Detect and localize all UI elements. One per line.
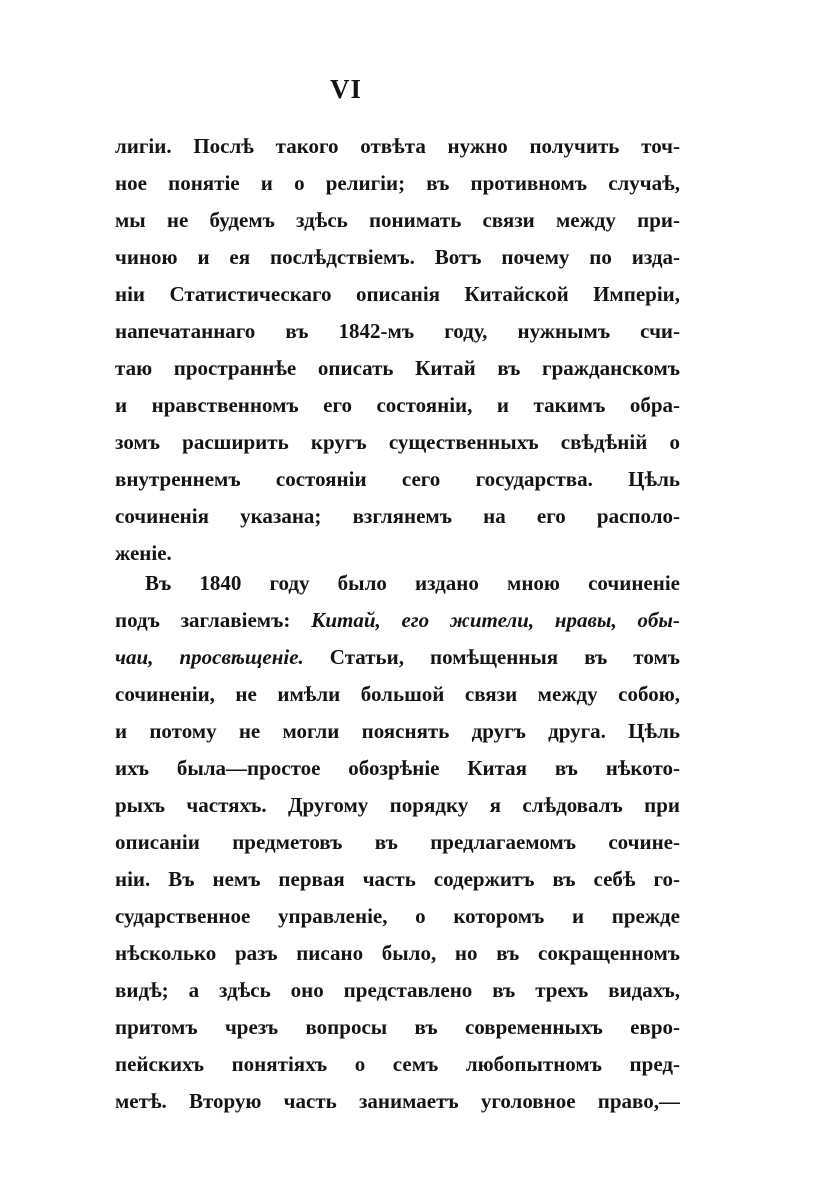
paragraph-1 xyxy=(115,128,680,572)
page-number: VI xyxy=(330,74,363,104)
text-line: нѣсколько разъ писано было, но въ сокращенномъ xyxy=(115,941,680,965)
text-line: сочиненія указана; взглянемъ на его располо- xyxy=(115,504,680,528)
text-line: притомъ чрезъ вопросы въ современныхъ евро- xyxy=(115,1015,680,1039)
text-line: чиною и ея послѣдствіемъ. Вотъ почему по изда- xyxy=(115,245,680,269)
text-line: ное понятіе и о религіи; въ противномъ случаѣ, xyxy=(115,171,680,195)
text-line-mixed xyxy=(115,602,680,639)
italic-title-span: чаи, просвѣщеніе. xyxy=(115,645,304,669)
text-line: сударственное управленіе, о которомъ и прежде xyxy=(115,904,680,928)
text-line: ихъ была—простое обозрѣніе Китая въ нѣкото- xyxy=(115,756,680,780)
text-line: зомъ расширить кругъ существенныхъ свѣдѣній о xyxy=(115,430,680,454)
text-line: рыхъ частяхъ. Другому порядку я слѣдовалъ при xyxy=(115,793,680,817)
text-line: лигіи. Послѣ такого отвѣта нужно получить точ- xyxy=(115,134,680,158)
paragraph-2 xyxy=(115,565,680,1120)
text-line: Въ 1840 году было издано мною сочиненіе xyxy=(145,571,680,595)
text-line: ніи. Въ немъ первая часть содержитъ въ себѣ го- xyxy=(115,867,680,891)
text-span: подъ заглавіемъ: xyxy=(115,608,312,632)
text-line: и потому не могли пояснять другъ друга. Цѣль xyxy=(115,719,680,743)
text-line: ніи Статистическаго описанія Китайской Имперіи, xyxy=(115,282,680,306)
text-line: женіе. xyxy=(115,541,172,565)
text-line: таю пространнѣе описать Китай въ гражданскомъ xyxy=(115,356,680,380)
text-line: и нравственномъ его состояніи, и такимъ обра- xyxy=(115,393,680,417)
italic-title-span: Китай, его жители, нравы, обы- xyxy=(311,608,680,632)
text-line: пейскихъ понятіяхъ о семъ любопытномъ пред- xyxy=(115,1052,680,1076)
text-line: сочиненіи, не имѣли большой связи между собою, xyxy=(115,682,680,706)
text-line-mixed xyxy=(115,639,680,676)
text-span: Статьи, помѣщенныя въ томъ xyxy=(303,645,680,669)
text-line: метѣ. Вторую часть занимаетъ уголовное право,— xyxy=(115,1089,680,1113)
text-line: напечатаннаго въ 1842-мъ году, нужнымъ счи- xyxy=(115,319,680,343)
text-line: видѣ; а здѣсь оно представлено въ трехъ видахъ, xyxy=(115,978,680,1002)
text-line: внутреннемъ состояніи сего государства. Цѣль xyxy=(115,467,680,491)
text-line: описаніи предметовъ въ предлагаемомъ сочине- xyxy=(115,830,680,854)
text-line: мы не будемъ здѣсь понимать связи между при- xyxy=(115,208,680,232)
